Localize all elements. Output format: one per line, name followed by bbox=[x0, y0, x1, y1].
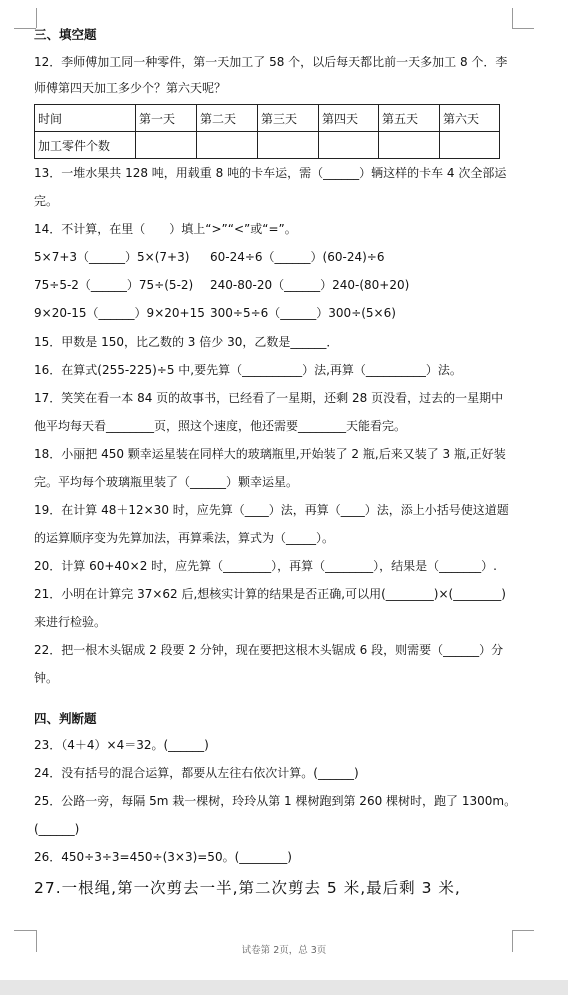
question-26: 26．450÷3÷3=450÷(3×3)=50。(________) bbox=[34, 850, 292, 864]
table-row-label: 加工零件个数 bbox=[35, 132, 136, 159]
question-25-line-1: 25．公路一旁，每隔 5m 栽一棵树，玲玲从第 1 棵树跑到第 260 棵树时，跑了 1300m。 bbox=[34, 794, 517, 808]
question-14-item-2a: 75÷5-2（______）75÷(5-2) bbox=[34, 278, 194, 292]
question-12-line-2: 师傅第四天加工多少个？第六天呢？ bbox=[34, 81, 227, 95]
question-27: 27.一根绳,第一次剪去一半,第二次剪去 5 米,最后剩 3 米, bbox=[34, 879, 461, 897]
table-header-cell: 第四天 bbox=[319, 105, 379, 132]
table-cell-empty[interactable] bbox=[258, 132, 319, 159]
crop-mark-top-left bbox=[14, 8, 37, 28]
question-14-item-3b: 300÷5÷6（______）300÷(5×6) bbox=[210, 306, 396, 320]
table-header-cell: 第三天 bbox=[258, 105, 319, 132]
table-cell-empty[interactable] bbox=[440, 132, 500, 159]
question-16: 16．在算式(255-225)÷5 中,要先算（__________）法,再算（__________）法。 bbox=[34, 363, 462, 377]
question-15: 15．甲数是 150，比乙数的 3 倍少 30，乙数是______． bbox=[34, 335, 339, 349]
crop-mark-bottom-left bbox=[14, 930, 36, 931]
crop-mark-top-left-h bbox=[14, 28, 36, 29]
question-14-item-1b: 60-24÷6（______）(60-24)÷6 bbox=[210, 250, 385, 264]
production-table bbox=[34, 104, 500, 159]
table-row bbox=[35, 132, 500, 159]
question-14-item-2b: 240-80-20（______）240-(80+20) bbox=[210, 278, 410, 292]
question-22-line-1: 22．把一根木头锯成 2 段要 2 分钟，现在要把这根木头锯成 6 段，则需要（______）分 bbox=[34, 643, 504, 657]
table-header-cell: 第五天 bbox=[379, 105, 440, 132]
question-12-line-1: 12．李师傅加工同一种零件，第一天加工了 58 个，以后每天都比前一天多加工 8 个．李 bbox=[34, 55, 508, 69]
question-14-item-3a: 9×20-15（______）9×20+15 bbox=[34, 306, 205, 320]
question-18-line-2: 完。平均每个玻璃瓶里装了（______）颗幸运星。 bbox=[34, 475, 299, 489]
table-header-cell: 第一天 bbox=[136, 105, 197, 132]
question-23: 23．（4＋4）×4＝32。(______) bbox=[34, 738, 209, 752]
question-19-line-1: 19．在计算 48＋12×30 时，应先算（____）法，再算（____）法，添上小括号使这道题 bbox=[34, 503, 509, 517]
table-cell-empty[interactable] bbox=[379, 132, 440, 159]
question-17-line-2: 他平均每天看________页，照这个速度，他还需要________天能看完。 bbox=[34, 419, 407, 433]
crop-mark-top-right-h bbox=[512, 28, 534, 29]
question-21-line-1: 21．小明在计算完 37×62 后,想核实计算的结果是否正确,可以用(________)×(________) bbox=[34, 587, 506, 601]
question-13-line-1: 13．一堆水果共 128 吨，用载重 8 吨的卡车运，需（______）辆这样的卡车 4 次全部运 bbox=[34, 166, 507, 180]
question-13-line-2: 完。 bbox=[34, 194, 59, 208]
question-14-line-1: 14．不计算，在里（ ）填上“>”“<”或“=”。 bbox=[34, 222, 297, 236]
question-20: 20．计算 60+40×2 时，应先算（________），再算（________），结果是（_______）. bbox=[34, 559, 497, 573]
table-cell-empty[interactable] bbox=[136, 132, 197, 159]
table-cell-empty[interactable] bbox=[319, 132, 379, 159]
viewer-bottom-bar bbox=[0, 980, 568, 995]
question-25-line-2: (______) bbox=[34, 822, 80, 836]
crop-mark-bottom-right bbox=[512, 930, 534, 931]
question-22-line-2: 钟。 bbox=[34, 671, 59, 685]
section-3-title: 三、填空题 bbox=[34, 27, 97, 42]
question-21-line-2: 来进行检验。 bbox=[34, 615, 107, 629]
page-footer: 试卷第 2页，总 3页 bbox=[241, 945, 327, 956]
question-17-line-1: 17．笑笑在看一本 84 页的故事书，已经看了一星期，还剩 28 页没看，过去的一星期中 bbox=[34, 391, 504, 405]
question-14-item-1a: 5×7+3（______）5×(7+3) bbox=[34, 250, 190, 264]
question-24: 24．没有括号的混合运算，都要从左往右依次计算。(______) bbox=[34, 766, 359, 780]
question-18-line-1: 18．小丽把 450 颗幸运星装在同样大的玻璃瓶里,开始装了 2 瓶,后来又装了 3 瓶,正好装 bbox=[34, 447, 506, 461]
question-19-line-2: 的运算顺序变为先算加法，再算乘法，算式为（_____）。 bbox=[34, 531, 335, 545]
table-cell-empty[interactable] bbox=[197, 132, 258, 159]
table-header-cell: 第六天 bbox=[440, 105, 500, 132]
section-4-title: 四、判断题 bbox=[34, 711, 97, 726]
table-header-cell: 时间 bbox=[35, 105, 136, 132]
table-header-row bbox=[35, 105, 500, 132]
table-header-cell: 第二天 bbox=[197, 105, 258, 132]
crop-mark-top-right bbox=[512, 8, 513, 28]
